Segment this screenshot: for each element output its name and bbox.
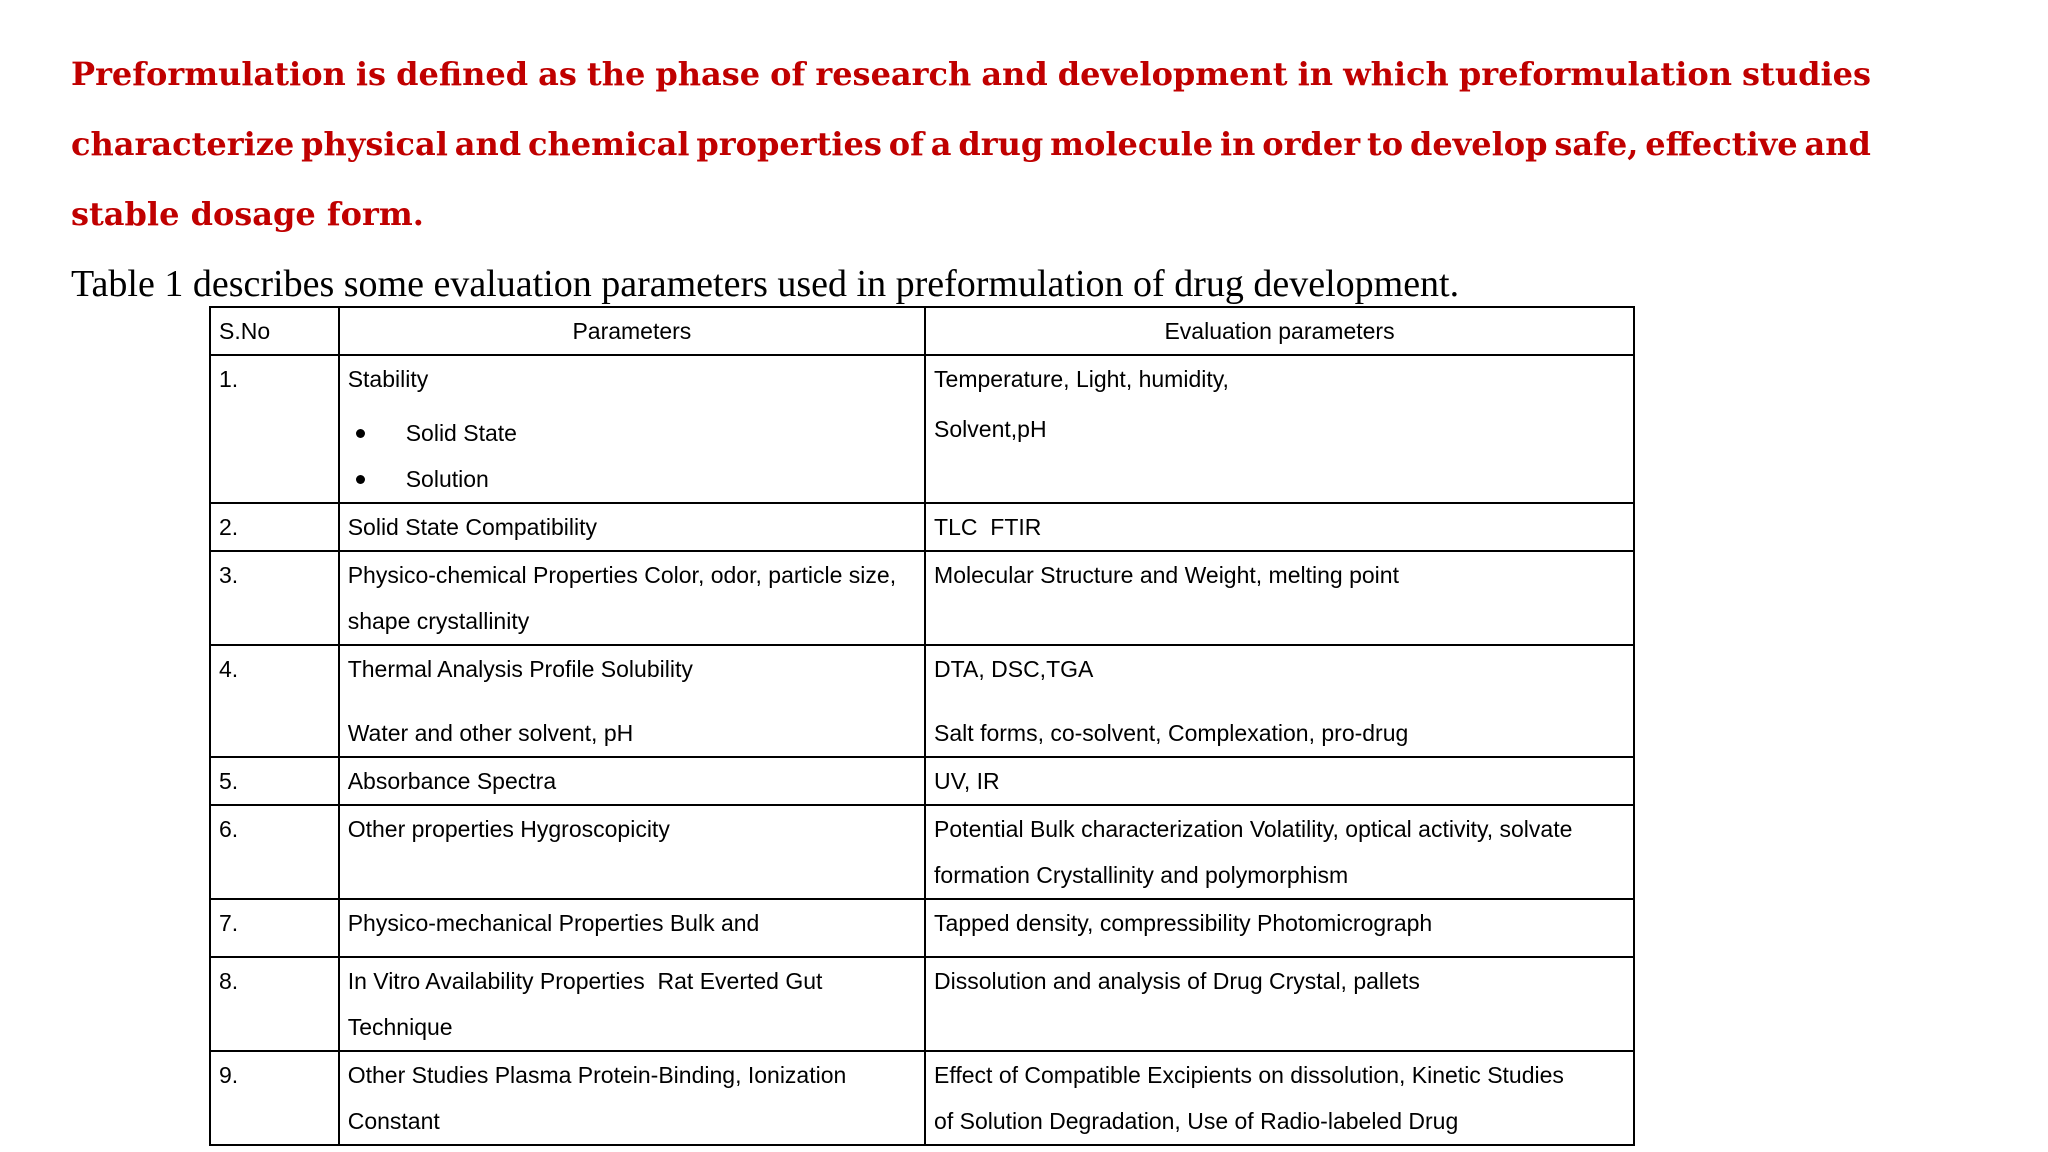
bullet-item: Solution [348,456,916,502]
cell-sno: 2. [210,503,339,551]
intro-word: physical [301,125,448,163]
intro-word: the [586,55,646,93]
table-row [210,503,1634,551]
table-row [210,899,1634,957]
evaluation-parameters-table [209,306,1635,1146]
intro-paragraph [71,39,1871,249]
table-row [210,355,1634,503]
table-caption: Table 1 describes some evaluation parameters used in preformulation of drug development. [71,263,1460,305]
eval-line: of Solution Degradation, Use of Radio-labeled Drug [934,1108,1459,1134]
eval-line: Potential Bulk characterization Volatility, optical activity, solvate [934,816,1573,842]
cell-evaluation [925,503,1634,551]
eval-line: formation Crystallinity and polymorphism [934,862,1349,888]
eval-line: UV, IR [934,768,1000,794]
cell-sno: 5. [210,757,339,805]
table-row [210,1051,1634,1145]
intro-word: and [454,125,522,163]
table-header-row [210,307,1634,355]
param-line: Physico-chemical Properties Color, odor, particle size, [347,562,897,588]
param-line: Constant [347,1108,440,1134]
eval-line: Molecular Structure and Weight, melting point [934,562,1399,588]
table-row [210,551,1634,645]
intro-word: safe, [1554,125,1639,163]
param-line: Thermal Analysis Profile Solubility [347,656,693,682]
cell-sno: 3. [210,551,339,645]
cell-sno: 9. [210,1051,339,1145]
header-parameters: Parameters [339,307,925,355]
cell-sno: 7. [210,899,339,957]
eval-line: Tapped density, compressibility Photomicrograph [934,910,1433,936]
table-row [210,957,1634,1051]
intro-word: defined [396,55,529,93]
intro-word: as [538,55,577,93]
intro-word: molecule [1050,125,1214,163]
header-evaluation: Evaluation parameters [925,307,1634,355]
intro-word: research [815,55,972,93]
param-line: Absorbance Spectra [347,768,557,794]
bullet-item: Solid State [348,410,916,456]
table-row [210,757,1634,805]
table-row [210,645,1634,757]
eval-line: TLC FTIR [934,514,1042,540]
intro-word: in [1219,125,1256,163]
intro-word: a [930,125,952,163]
param-bullet-list [348,410,916,502]
param-line: Water and other solvent, pH [347,720,634,746]
intro-word: develop [1409,125,1548,163]
intro-line-2 [71,109,1871,179]
intro-word: Preformulation [71,55,346,93]
cell-parameters [339,355,925,503]
intro-word: chemical [528,125,690,163]
cell-sno: 1. [210,355,339,503]
intro-word: is [355,55,387,93]
param-line: Other properties Hygroscopicity [347,816,670,842]
cell-parameters [339,757,925,805]
param-line: Technique [347,1014,453,1040]
intro-word: studies [1742,55,1871,93]
cell-evaluation [925,805,1634,899]
param-line: shape crystallinity [347,608,530,634]
eval-line: Dissolution and analysis of Drug Crystal, pallets [934,968,1420,994]
intro-word: development [1057,55,1288,93]
intro-word: to [1366,125,1404,163]
intro-word: order [1262,125,1361,163]
intro-word: preformulation [1458,55,1732,93]
cell-evaluation [925,957,1634,1051]
eval-line: Solvent,pH [934,416,1047,442]
intro-word: in [1297,55,1334,93]
cell-parameters [339,503,925,551]
intro-word: effective [1645,125,1798,163]
cell-sno: 4. [210,645,339,757]
intro-word: of [888,125,924,163]
cell-parameters [339,1051,925,1145]
intro-line-3: stable dosage form. [71,195,424,233]
intro-word: drug [958,125,1044,163]
param-line: Physico-mechanical Properties Bulk and [347,910,760,936]
eval-line: Salt forms, co-solvent, Complexation, pro-drug [934,720,1409,746]
intro-word: of [770,55,806,93]
intro-word: and [1804,125,1871,163]
param-line: In Vitro Availability Properties Rat Everted Gut [347,968,823,994]
cell-parameters [339,957,925,1051]
table-row [210,805,1634,899]
cell-evaluation [925,355,1634,503]
cell-evaluation [925,757,1634,805]
intro-word: and [981,55,1048,93]
param-title: Stability [347,366,429,392]
intro-word: properties [696,125,882,163]
intro-line-1 [71,39,1871,109]
cell-evaluation [925,551,1634,645]
intro-word: which [1343,55,1449,93]
eval-line: Temperature, Light, humidity, [934,366,1229,392]
param-line: Other Studies Plasma Protein-Binding, Ionization [347,1062,847,1088]
header-sno: S.No [210,307,339,355]
cell-evaluation [925,1051,1634,1145]
intro-word: characterize [71,125,295,163]
cell-sno: 6. [210,805,339,899]
param-line: Solid State Compatibility [347,514,597,540]
eval-line: DTA, DSC,TGA [934,656,1094,682]
cell-parameters [339,805,925,899]
intro-word: phase [655,55,761,93]
cell-parameters [339,551,925,645]
cell-sno: 8. [210,957,339,1051]
eval-line: Effect of Compatible Excipients on dissolution, Kinetic Studies [934,1062,1564,1088]
cell-parameters [339,645,925,757]
cell-evaluation [925,899,1634,957]
cell-evaluation [925,645,1634,757]
cell-parameters [339,899,925,957]
